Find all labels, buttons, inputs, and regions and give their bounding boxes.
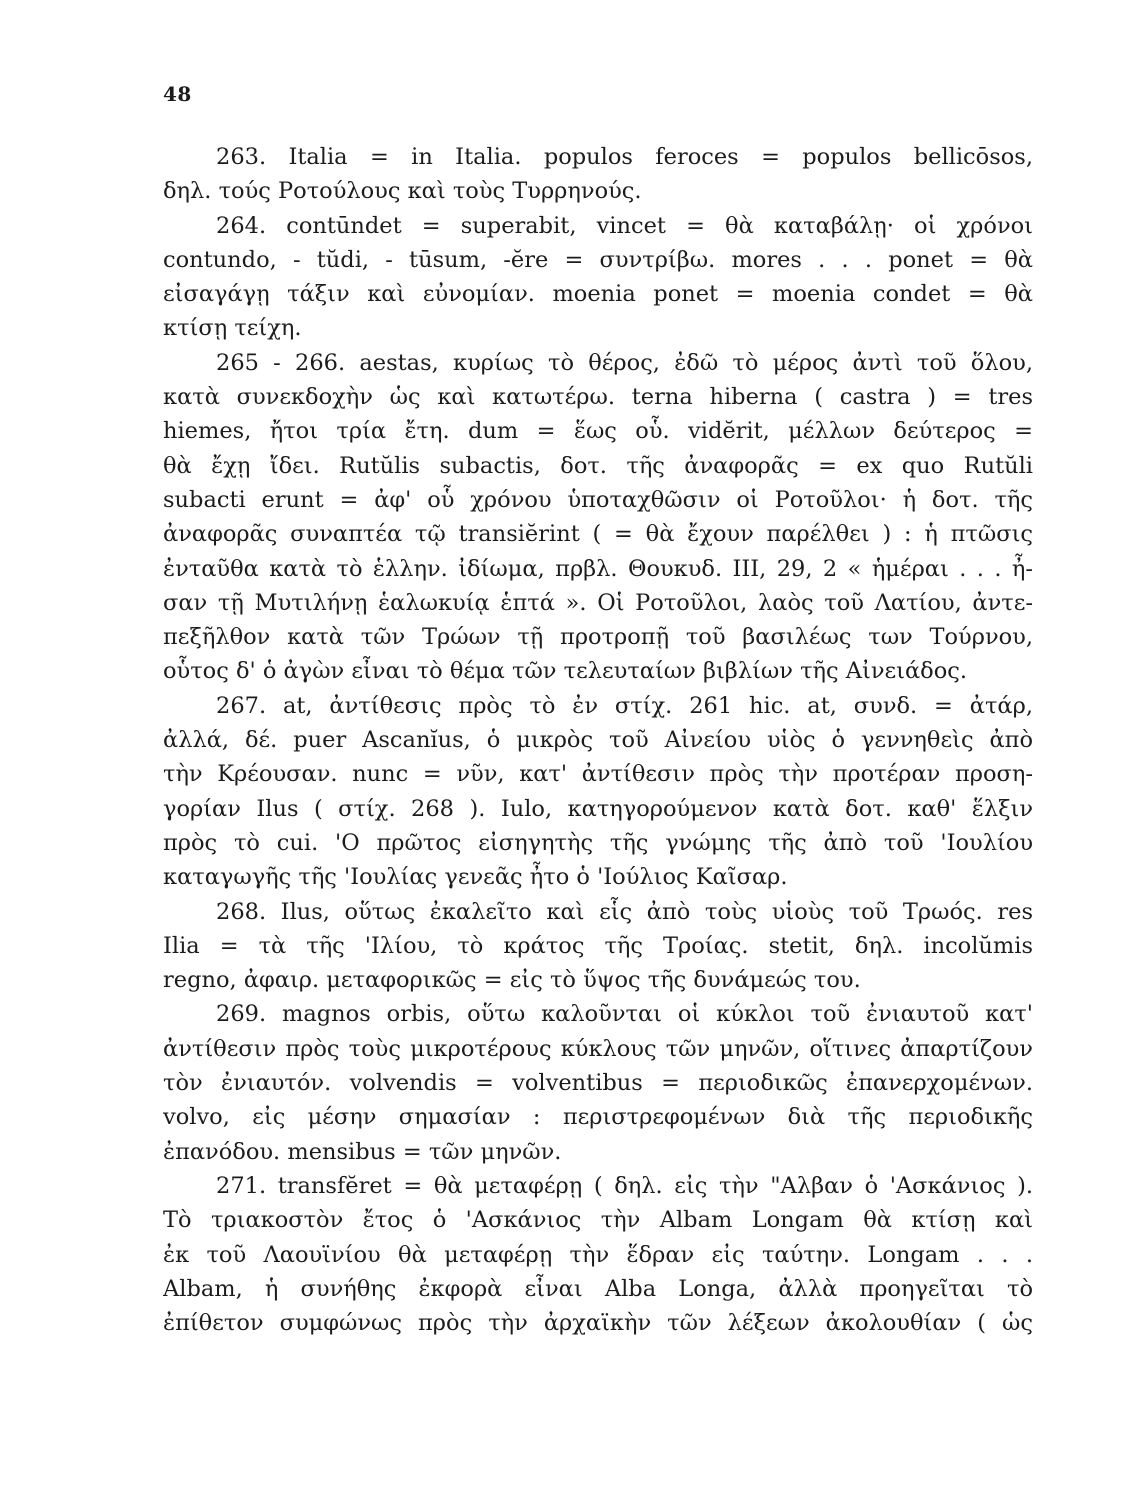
- text-line: τὸν ἐνιαυτόν. volvendis = volventibus = περιοδικῶς ἐπανερχομένων.: [163, 1070, 1033, 1097]
- text-line: καταγωγῆς τῆς 'Ιουλίας γενεᾶς ἦτο ὁ 'Ιούλιος Καῖσαρ.: [163, 864, 788, 891]
- text-line: σαν τῇ Μυτιλήνῃ ἑαλωκυίᾳ ἑπτά ». Οἱ Ροτοῦλοι, λαὸς τοῦ Λατίου, ἀντε-: [163, 589, 1033, 616]
- text-line: subacti erunt = ἀφ' οὗ χρόνου ὑποταχθῶσιν οἱ Ροτοῦλοι· ἡ δοτ. τῆς: [163, 486, 1033, 513]
- text-line: 267. at, ἀντίθεσις πρὸς τὸ ἐν στίχ. 261 hic. at, συνδ. = ἀτάρ,: [216, 692, 1033, 719]
- text-line: hiemes, ἤτοι τρία ἔτη. dum = ἕως οὗ. vidĕrit, μέλλων δεύτερος =: [163, 418, 1033, 445]
- text-line: 269. magnos orbis, οὕτω καλοῦνται οἱ κύκλοι τοῦ ἐνιαυτοῦ κατ': [216, 1001, 1033, 1028]
- text-line: 268. Ilus, οὕτως ἐκαλεῖτο καὶ εἷς ἀπὸ τοὺς υἱοὺς τοῦ Τρωός. res: [216, 898, 1033, 925]
- text-line: ἀναφορᾶς συναπτέα τῷ transiĕrint ( = θὰ ἔχουν παρέλθει ) : ἡ πτῶσις: [163, 521, 1033, 548]
- text-line: κτίσῃ τείχη.: [163, 315, 302, 342]
- text-line: θὰ ἔχῃ ἴδει. Rutŭlis subactis, δοτ. τῆς ἀναφορᾶς = ex quo Rutŭli: [163, 452, 1033, 479]
- text-line: οὗτος δ' ὁ ἀγὼν εἶναι τὸ θέμα τῶν τελευταίων βιβλίων τῆς Αἰνειάδος.: [163, 658, 968, 685]
- text-line: ἐνταῦθα κατὰ τὸ ἑλλην. ἰδίωμα, πρβλ. Θουκυδ. III, 29, 2 « ἡμέραι . . . ἦ-: [163, 555, 1033, 582]
- text-line: ἐκ τοῦ Λαουϊνίου θὰ μεταφέρῃ τὴν ἕδραν εἰς ταύτην. Longam . . .: [163, 1241, 1033, 1268]
- text-line: Albam, ἡ συνήθης ἐκφορὰ εἶναι Alba Longa, ἀλλὰ προηγεῖται τὸ: [163, 1275, 1033, 1302]
- text-line: τὴν Κρέουσαν. nunc = νῦν, κατ' ἀντίθεσιν πρὸς τὴν προτέραν προση-: [163, 761, 1033, 788]
- page-number: 48: [163, 82, 192, 106]
- text-line: ἐπίθετον συμφώνως πρὸς τὴν ἀρχαϊκὴν τῶν λέξεων ἀκολουθίαν ( ὡς: [163, 1310, 1033, 1337]
- text-line: γορίαν Ilus ( στίχ. 268 ). Iulo, κατηγορούμενον κατὰ δοτ. καθ' ἕλξιν: [163, 795, 1033, 822]
- text-line: 264. contūndet = superabit, vincet = θὰ καταβάλῃ· οἱ χρόνοι: [216, 212, 1033, 239]
- text-line: volvo, εἰς μέσην σημασίαν : περιστρεφομένων διὰ τῆς περιοδικῆς: [163, 1104, 1033, 1131]
- text-line: ἐπανόδου. mensibus = τῶν μηνῶν.: [163, 1138, 562, 1165]
- text-line: κατὰ συνεκδοχὴν ὡς καὶ κατωτέρω. terna hiberna ( castra ) = tres: [163, 384, 1033, 411]
- text-line: regno, ἀφαιρ. μεταφορικῶς = εἰς τὸ ὕψος τῆς δυνάμεώς του.: [163, 967, 861, 994]
- text-line: πρὸς τὸ cui. 'Ο πρῶτος εἰσηγητὴς τῆς γνώμης τῆς ἀπὸ τοῦ 'Ιουλίου: [163, 829, 1033, 856]
- text-line: 271. transfĕret = θὰ μεταφέρῃ ( δηλ. εἰς τὴν "Αλβαν ὁ 'Ασκάνιος ).: [216, 1172, 1033, 1199]
- text-line: 265 - 266. aestas, κυρίως τὸ θέρος, ἐδῶ τὸ μέρος ἀντὶ τοῦ ὅλου,: [216, 349, 1033, 376]
- text-line: Τὸ τριακοστὸν ἔτος ὁ 'Ασκάνιος τὴν Albam Longam θὰ κτίσῃ καὶ: [163, 1207, 1033, 1234]
- text-line: εἰσαγάγῃ τάξιν καὶ εὐνομίαν. moenia ponet = moenia condet = θὰ: [163, 281, 1033, 308]
- text-line: ἀλλά, δέ. puer Ascanĭus, ὁ μικρὸς τοῦ Αἰνείου υἱὸς ὁ γεννηθεὶς ἀπὸ: [163, 727, 1033, 754]
- text-line: ἀντίθεσιν πρὸς τοὺς μικροτέρους κύκλους τῶν μηνῶν, οἵτινες ἀπαρτίζουν: [163, 1035, 1033, 1062]
- text-line: δηλ. τούς Ροτούλους καὶ τοὺς Τυρρηνούς.: [163, 178, 642, 205]
- text-line: contundo, - tŭdi, - tūsum, -ĕre = συντρίβω. mores . . . ponet = θὰ: [163, 246, 1033, 273]
- text-line: Ilia = τὰ τῆς 'Ιλίου, τὸ κράτος τῆς Τροίας. stetit, δηλ. incolŭmis: [163, 932, 1033, 959]
- commentary-text: [163, 140, 1033, 1340]
- text-line: 263. Italia = in Italia. populos feroces = populos bellicōsos,: [216, 144, 1033, 170]
- text-line: πεξῆλθον κατὰ τῶν Τρώων τῇ προτροπῇ τοῦ βασιλέως των Τούρνου,: [163, 624, 1033, 651]
